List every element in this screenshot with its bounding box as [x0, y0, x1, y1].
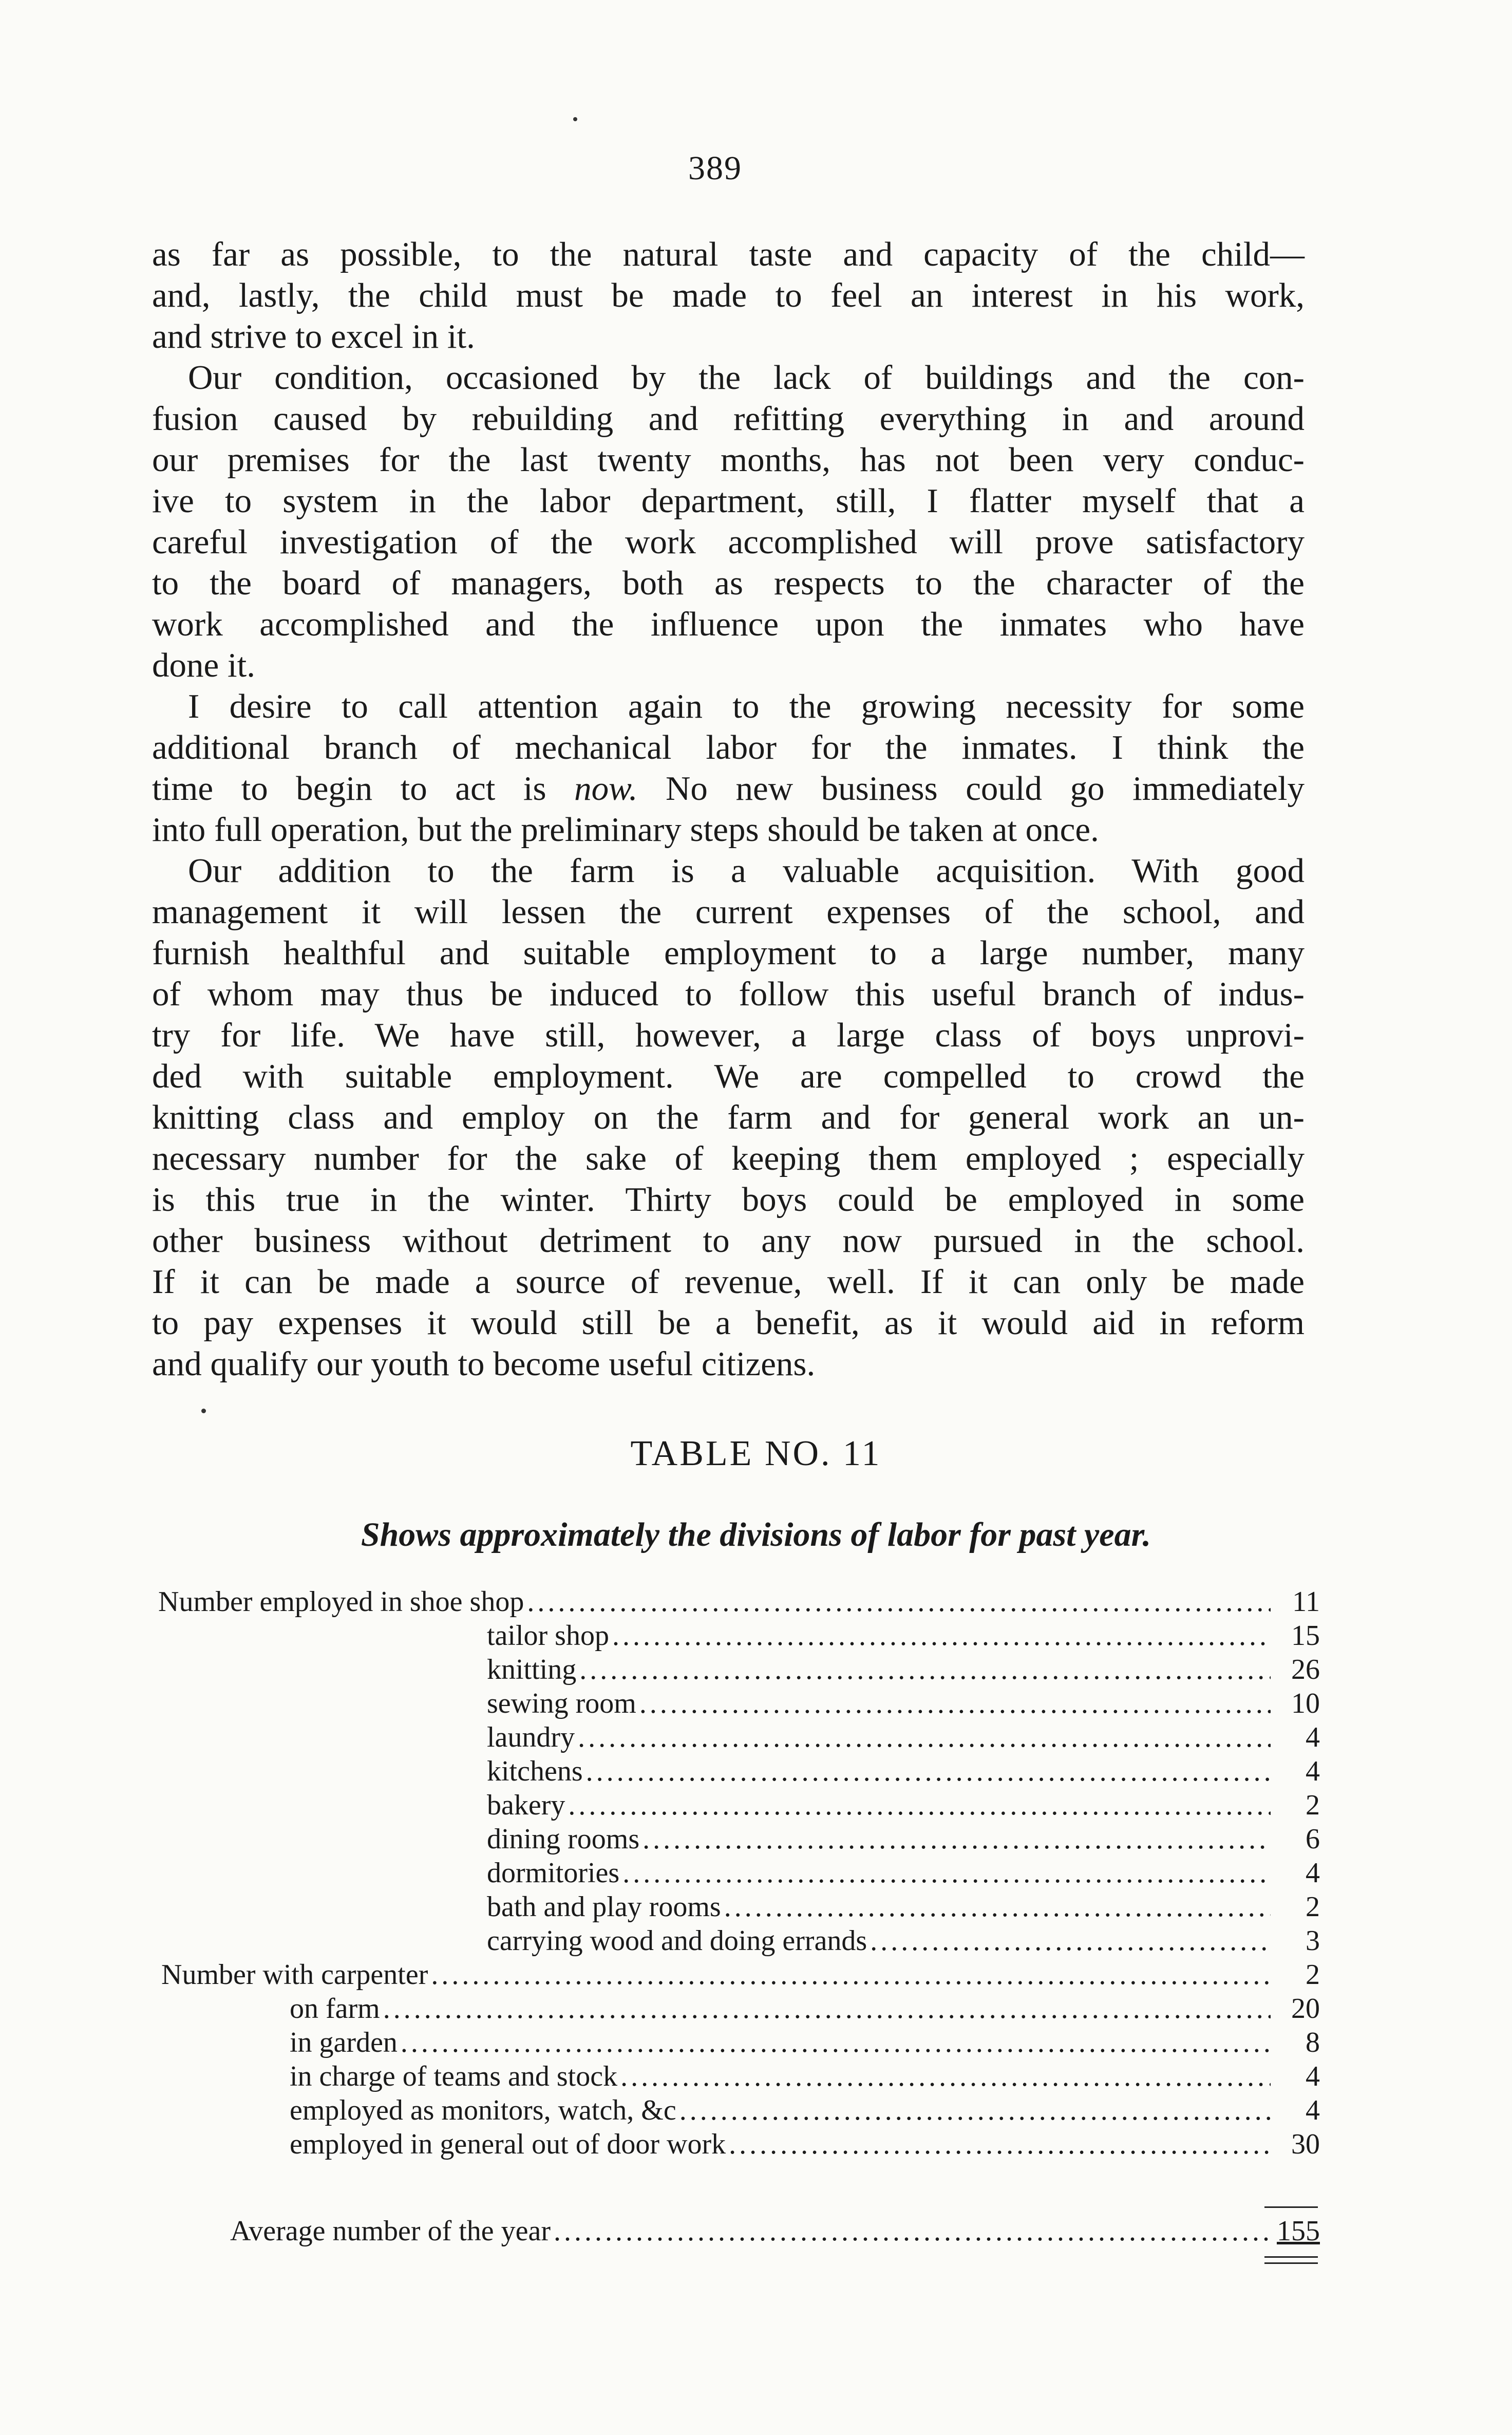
sum-rule: [1264, 2206, 1318, 2208]
dot-leader: [568, 1788, 1271, 1822]
stray-mark: [573, 117, 577, 121]
row-value: 4: [1306, 1857, 1320, 1889]
row-label: bakery: [487, 1789, 565, 1821]
row-value: 10: [1291, 1688, 1320, 1719]
dot-leader: [431, 1958, 1271, 1992]
table-row: [487, 1653, 1320, 1687]
dot-leader: [578, 1720, 1271, 1754]
row-value: 30: [1291, 2128, 1320, 2160]
text-line: fusion caused by rebuilding and refitting everything in and around: [152, 400, 1305, 438]
text-line: of whom may thus be induced to follow this useful branch of indus-: [152, 975, 1305, 1013]
row-label: Number employed in shoe shop: [158, 1586, 524, 1618]
row-value: 15: [1291, 1620, 1320, 1652]
row-label: dining rooms: [487, 1823, 640, 1855]
double-rule: [1264, 2256, 1318, 2258]
table-row: [290, 2093, 1320, 2127]
text-line: additional branch of mechanical labor for the inmates. I think the: [152, 728, 1305, 766]
table-row: [487, 1924, 1320, 1958]
text-line: ded with suitable employment. We are compelled to crowd the: [152, 1057, 1305, 1095]
table-row: [487, 1720, 1320, 1754]
total-value: 155: [1277, 2215, 1320, 2247]
text-line: work accomplished and the influence upon the inmates who have: [152, 605, 1305, 643]
row-value: 2: [1306, 1891, 1320, 1923]
table-row: [290, 2026, 1320, 2059]
dot-leader: [401, 2026, 1271, 2059]
stray-mark: [201, 1409, 206, 1413]
row-label: kitchens: [487, 1755, 583, 1787]
text-line: necessary number for the sake of keeping them employed ; especially: [152, 1139, 1305, 1177]
table-row: [290, 2059, 1320, 2093]
table-row: [290, 1992, 1320, 2026]
row-label: sewing room: [487, 1688, 636, 1719]
text-line: and qualify our youth to become useful citizens.: [152, 1345, 816, 1383]
total-row: [230, 2214, 1320, 2248]
table-subtitle: Shows approximately the divisions of labor for past year.: [361, 1516, 1151, 1553]
row-value: 6: [1306, 1823, 1320, 1855]
text-line: try for life. We have still, however, a large class of boys unprovi-: [152, 1016, 1305, 1054]
dot-leader: [586, 1754, 1271, 1788]
row-label: in charge of teams and stock: [290, 2061, 618, 2092]
row-value: 11: [1292, 1586, 1320, 1618]
row-label: carrying wood and doing errands: [487, 1925, 867, 1957]
table-row: [290, 2127, 1320, 2161]
row-label: in garden: [290, 2027, 398, 2058]
dot-leader: [554, 2214, 1271, 2248]
text-line: is this true in the winter. Thirty boys could be employed in some: [152, 1181, 1305, 1219]
total-label: Average number of the year: [230, 2215, 551, 2247]
dot-leader: [620, 2059, 1271, 2093]
text-line: our premises for the last twenty months, has not been very conduc-: [152, 441, 1305, 479]
text-line: to pay expenses it would still be a benefit, as it would aid in reform: [152, 1304, 1305, 1342]
text-line: to the board of managers, both as respects to the character of the: [152, 564, 1305, 602]
page-number: 389: [688, 149, 742, 187]
dot-leader: [679, 2093, 1271, 2127]
double-rule: [1264, 2262, 1318, 2264]
table-row: [487, 1619, 1320, 1653]
row-label: bath and play rooms: [487, 1891, 721, 1923]
row-label: dormitories: [487, 1857, 620, 1889]
text-line: Our addition to the farm is a valuable acquisition. With good: [188, 852, 1305, 890]
row-label: employed in general out of door work: [290, 2128, 726, 2160]
row-value: 20: [1291, 1993, 1320, 2025]
row-value: 4: [1306, 1721, 1320, 1753]
dot-leader: [724, 1890, 1271, 1924]
text-line: Our condition, occasioned by the lack of buildings and the con-: [188, 359, 1305, 397]
dot-leader: [622, 1856, 1271, 1890]
text-line: ive to system in the labor department, still, I flatter myself that a: [152, 482, 1305, 520]
row-value: 26: [1291, 1654, 1320, 1685]
row-value: 8: [1306, 2027, 1320, 2058]
row-value: 4: [1306, 2061, 1320, 2092]
row-label: tailor shop: [487, 1620, 609, 1652]
row-label: Number with carpenter: [161, 1959, 428, 1991]
row-value: 2: [1306, 1789, 1320, 1821]
text-line: careful investigation of the work accomplished will prove satisfactory: [152, 523, 1305, 561]
dot-leader: [639, 1687, 1271, 1720]
row-value: 4: [1306, 1755, 1320, 1787]
table-row: [487, 1890, 1320, 1924]
table-row: [487, 1822, 1320, 1856]
dot-leader: [527, 1585, 1271, 1619]
row-label: employed as monitors, watch, &c: [290, 2094, 676, 2126]
text-line: and strive to excel in it.: [152, 317, 475, 355]
table-title: TABLE NO. 11: [630, 1434, 882, 1473]
text-line: as far as possible, to the natural taste and capacity of the child—: [152, 235, 1305, 273]
row-value: 4: [1306, 2094, 1320, 2126]
text-line: If it can be made a source of revenue, well. If it can only be made: [152, 1263, 1305, 1301]
row-value: 2: [1306, 1959, 1320, 1991]
table-row: [487, 1788, 1320, 1822]
dot-leader: [729, 2127, 1271, 2161]
row-label: on farm: [290, 1993, 380, 2025]
text-line: knitting class and employ on the farm and for general work an un-: [152, 1098, 1305, 1136]
table-row: [487, 1856, 1320, 1890]
table-row: [158, 1585, 1320, 1619]
text-line: I desire to call attention again to the growing necessity for some: [188, 687, 1305, 725]
row-label: laundry: [487, 1721, 575, 1753]
body-text: [152, 234, 1305, 1384]
text-line: time to begin to act is now. No new business could go immediately: [152, 770, 1305, 808]
text-line: done it.: [152, 646, 255, 684]
dot-leader: [579, 1653, 1271, 1687]
emphasis: now.: [574, 770, 638, 808]
table-row: [161, 1958, 1320, 1992]
dot-leader: [870, 1924, 1271, 1958]
text-line: management it will lessen the current expenses of the school, and: [152, 893, 1305, 931]
row-label: knitting: [487, 1654, 577, 1685]
text-line: and, lastly, the child must be made to feel an interest in his work,: [152, 276, 1305, 314]
table-row: [487, 1687, 1320, 1720]
dot-leader: [612, 1619, 1271, 1653]
text-line: into full operation, but the preliminary steps should be taken at once.: [152, 811, 1099, 849]
dot-leader: [383, 1992, 1271, 2026]
table-row: [487, 1754, 1320, 1788]
text-line: furnish healthful and suitable employment to a large number, many: [152, 934, 1305, 972]
row-value: 3: [1306, 1925, 1320, 1957]
text-line: other business without detriment to any now pursued in the school.: [152, 1222, 1305, 1260]
dot-leader: [642, 1822, 1271, 1856]
